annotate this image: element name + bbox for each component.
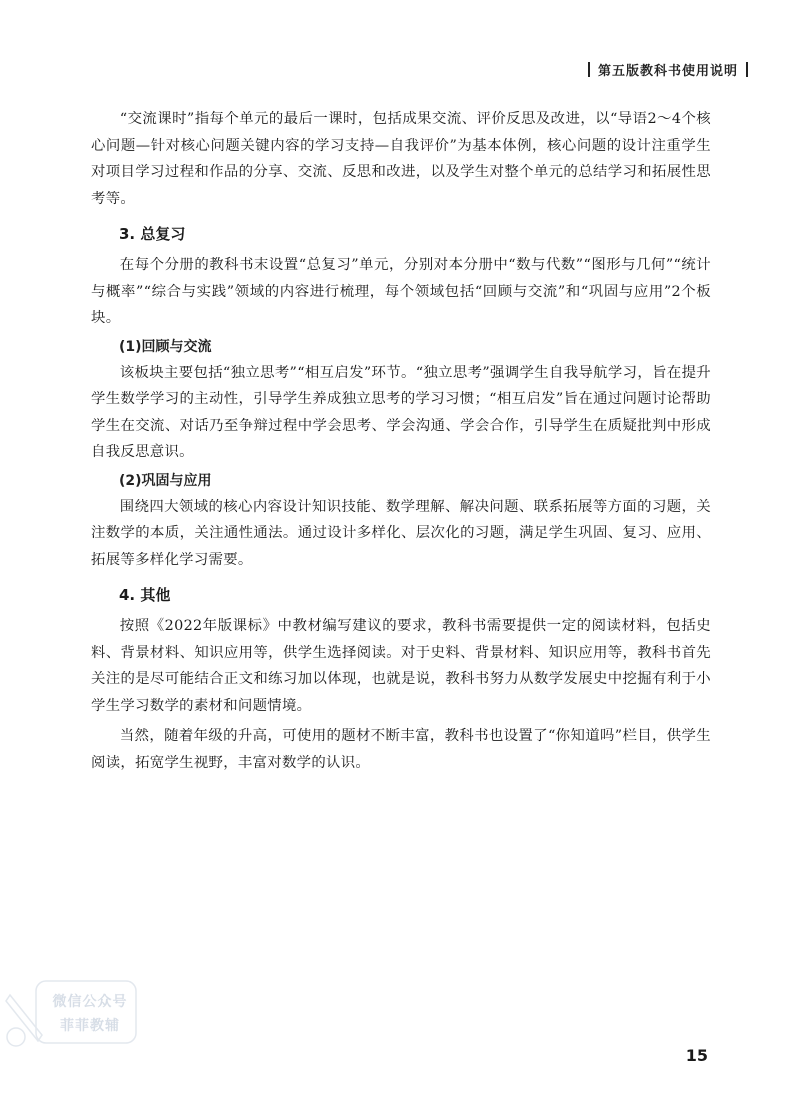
paragraph-did-you-know: 当然，随着年级的升高，可使用的题材不断丰富，教科书也设置了“你知道吗”栏目，供学生阅读，拓宽学生视野，丰富对数学的认识。	[91, 728, 711, 771]
watermark-line-1: 微信公众号	[52, 994, 128, 1010]
subheading-consolidate-apply: (2)巩固与应用	[119, 472, 212, 489]
paragraph-consolidate-apply: 围绕四大领域的核心内容设计知识技能、数学理解、解决问题、联系拓展等方面的习题，关注数学的本质，关注通性通法。通过设计多样化、层次化的习题，满足学生巩固、复习、应用、拓展等多样化学习需要。	[91, 498, 711, 568]
header-divider-right	[746, 62, 748, 77]
paragraph-review-intro: 在每个分册的教科书末设置“总复习”单元，分别对本分册中“数与代数”“图形与几何”“统计与概率”“综合与实践”领域的内容进行梳理，每个领域包括“回顾与交流”和“巩固与应用”2个板块。	[91, 257, 711, 326]
paragraph-recall-exchange: 该板块主要包括“独立思考”“相互启发”环节。“独立思考”强调学生自我导航学习，旨在提升学生数学学习的主动性，引导学生养成独立思考的学习习惯；“相互启发”旨在通过问题讨论帮助学生在交流、对话乃至争辩过程中学会思考、学会沟通、学会合作，引导学生在质疑批判中形成自我反思意识。	[91, 364, 711, 460]
running-title: 第五版教科书使用说明	[597, 64, 738, 79]
watermark-line-2: 菲菲教辅	[60, 1018, 120, 1034]
paragraph-reading-materials: 按照《2022年版课标》中教材编写建议的要求，教科书需要提供一定的阅读材料，包括史料、背景材料、知识应用等，供学生选择阅读。对于史料、背景材料、知识应用等，教科书首先关注的是尽可能结合正文和练习加以体现，也就是说，教科书努力从数学发展史中挖掘有利于小学生学习数学的素材和问题情境。	[91, 618, 711, 714]
watermark	[2, 975, 140, 1065]
section-heading-other: 4. 其他	[119, 586, 171, 604]
subheading-recall-exchange: (1)回顾与交流	[119, 338, 212, 355]
page-number: 15	[685, 1046, 708, 1065]
page-body	[91, 106, 711, 776]
header-divider-left	[588, 62, 590, 77]
running-header	[588, 60, 748, 79]
paragraph-communication-lesson: “交流课时”指每个单元的最后一课时，包括成果交流、评价反思及改进，以“导语2～4个核心问题—针对核心问题关键内容的学习支持—自我评价”为基本体例，核心问题的设计注重学生对项目学习过程和作品的分享、交流、反思和改进，以及学生对整个单元的总结学习和拓展性思考等。	[91, 111, 711, 207]
section-heading-review: 3. 总复习	[119, 225, 186, 243]
